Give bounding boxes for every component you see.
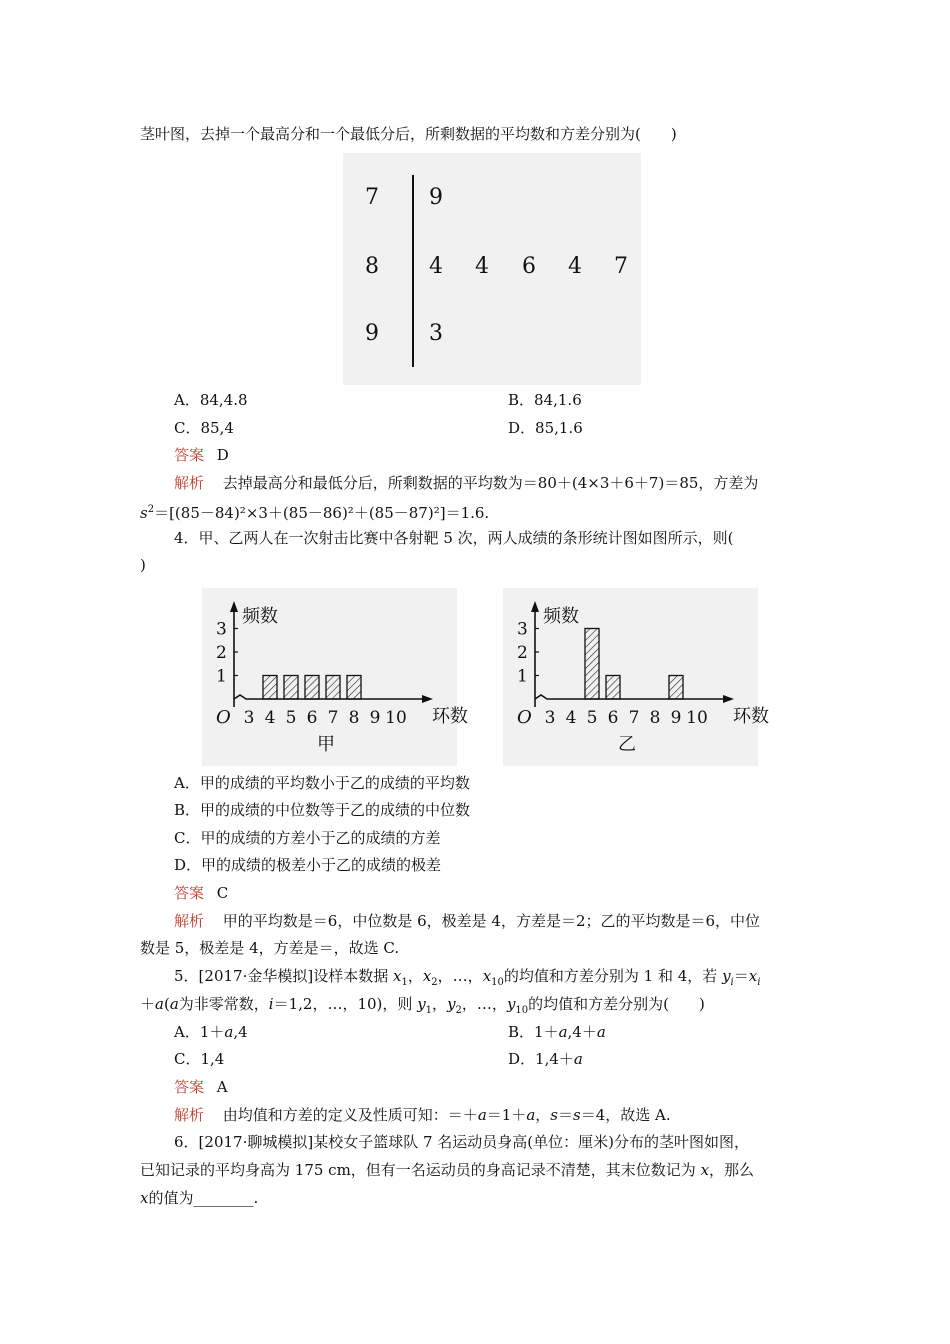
- q6-stem: 6．[2017·聊城模拟]某校女子篮球队 7 名运动员身高(单位：厘米)分布的茎叶图如图，: [174, 1133, 749, 1151]
- stem: 9: [365, 321, 379, 346]
- bar: [606, 676, 620, 700]
- bar: [585, 629, 599, 700]
- x-axis-label: 环数: [733, 706, 769, 727]
- q4-option-d: D．甲的成绩的极差小于乙的成绩的极差: [174, 856, 442, 874]
- bar: [669, 676, 683, 700]
- bar: [284, 676, 298, 700]
- x-tick-label: 9: [369, 708, 381, 728]
- y-axis-label: 频数: [242, 606, 278, 627]
- stem-divider: [412, 175, 414, 367]
- q4-option-b: B．甲的成绩的中位数等于乙的成绩的中位数: [174, 801, 471, 819]
- stem-leaf-plot: [343, 153, 641, 385]
- q3-intro: 茎叶图，去掉一个最高分和一个最低分后，所剩数据的平均数和方差分别为( ): [140, 125, 677, 143]
- q4-analysis: [174, 911, 760, 931]
- q3-option-a: A．84,4.8: [174, 391, 248, 409]
- origin-label: O: [216, 707, 231, 728]
- q3-option-c: C．85,4: [174, 419, 234, 437]
- answer-value: C: [216, 884, 229, 902]
- q5-option-a: A．1＋a,4: [174, 1023, 248, 1041]
- x-tick-label: 5: [285, 708, 297, 728]
- y-axis-arrow: [230, 601, 238, 612]
- x-tick-label: 9: [670, 708, 682, 728]
- q6-stem-cont: 已知记录的平均身高为 175 cm，但有一名运动员的身高记录不清楚，其末位数记为 x，那么: [140, 1161, 755, 1179]
- leaf: 6: [522, 254, 536, 279]
- bar-chart-yi: [503, 588, 769, 766]
- leaf: 3: [429, 321, 443, 346]
- y-tick-label: 1: [517, 666, 528, 687]
- x-tick-label: 10: [686, 708, 708, 728]
- y-axis-arrow: [531, 601, 539, 612]
- q5-option-c: C．1,4: [174, 1050, 225, 1068]
- stem: 7: [365, 185, 379, 210]
- answer-value: D: [216, 446, 229, 464]
- x-axis: [535, 695, 725, 699]
- bar: [305, 676, 319, 700]
- x-tick-label: 3: [544, 708, 556, 728]
- x-axis-arrow: [723, 695, 734, 703]
- y-tick-label: 2: [517, 643, 528, 663]
- x-tick-label: 6: [306, 708, 318, 728]
- q5-answer: [174, 1077, 228, 1097]
- analysis-label: 解析: [174, 1106, 205, 1124]
- analysis-label: 解析: [174, 474, 205, 492]
- q3-option-b: B．84,1.6: [508, 391, 582, 409]
- analysis-text: 甲的平均数是＝6，中位数是 6，极差是 4，方差是＝2；乙的平均数是＝6，中位: [222, 912, 761, 930]
- q3-analysis: [174, 473, 758, 493]
- q5-option-d: D．1,4＋a: [508, 1050, 583, 1068]
- leaf: 4: [568, 254, 582, 279]
- analysis-text: 去掉最高分和最低分后，所剩数据的平均数为＝80＋(4×3＋6＋7)＝85，方差为: [222, 474, 759, 492]
- leaf: 7: [614, 254, 628, 279]
- q5-stem: 5．[2017·金华模拟]设样本数据 $x_1$，$x_2$，…，$x_{10}$的均值和方差分别为 1 和 4，若 $y_i=x_i$: [174, 967, 761, 988]
- q5-option-b: B．1＋a,4＋a: [508, 1023, 606, 1041]
- bar-chart-yi-svg: [503, 588, 778, 766]
- answer-label: 答案: [174, 1078, 205, 1096]
- analysis-text: 由均值和方差的定义及性质可知：＝＋a＝1＋a，s＝s＝4，故选 A.: [222, 1106, 671, 1124]
- q3-answer: [174, 445, 229, 465]
- chart-title: 乙: [618, 734, 636, 755]
- x-tick-label: 3: [243, 708, 255, 728]
- y-tick-label: 3: [216, 619, 227, 640]
- x-tick-label: 8: [649, 708, 661, 728]
- answer-label: 答案: [174, 446, 205, 464]
- bar: [347, 676, 361, 700]
- y-tick-label: 2: [216, 643, 227, 663]
- y-tick-label: 1: [216, 666, 227, 687]
- x-tick-label: 8: [348, 708, 360, 728]
- bar-chart-jia: [202, 588, 468, 766]
- leaf: 4: [429, 254, 443, 279]
- leaf: 9: [429, 185, 443, 210]
- x-tick-label: 7: [628, 708, 640, 728]
- x-tick-label: 4: [264, 708, 276, 728]
- q4-stem-cont: ): [140, 556, 146, 574]
- q3-option-d: D．85,1.6: [508, 419, 583, 437]
- x-tick-label: 6: [607, 708, 619, 728]
- bar: [263, 676, 277, 700]
- q5-stem-cont: ＋a(a为非零常数，i＝1,2，…，10)，则 $y_1$，$y_2$，…，$y_{10}$的均值和方差分别为( ): [140, 995, 705, 1016]
- chart-title: 甲: [317, 734, 335, 755]
- q4-answer: [174, 883, 228, 903]
- x-tick-label: 5: [586, 708, 598, 728]
- q5-analysis: [174, 1105, 671, 1125]
- leaf: 4: [475, 254, 489, 279]
- q4-stem: 4．甲、乙两人在一次射击比赛中各射靶 5 次，两人成绩的条形统计图如图所示，则(: [174, 529, 734, 547]
- y-tick-label: 3: [517, 619, 528, 640]
- x-tick-label: 10: [385, 708, 407, 728]
- answer-value: A: [216, 1078, 228, 1096]
- x-tick-label: 4: [565, 708, 577, 728]
- q4-option-c: C．甲的成绩的方差小于乙的成绩的方差: [174, 829, 441, 847]
- bar-chart-jia-svg: [202, 588, 468, 766]
- bar: [326, 676, 340, 700]
- x-tick-label: 7: [327, 708, 339, 728]
- q4-analysis-line2: 数是 5，极差是 4，方差是＝，故选 C.: [140, 939, 400, 957]
- x-axis-arrow: [422, 695, 433, 703]
- origin-label: O: [517, 707, 532, 728]
- stem: 8: [365, 254, 379, 279]
- q6-stem-blank: x的值为________.: [140, 1189, 259, 1207]
- q3-analysis-line2: $s^2=[(85-84)^2\times 3+(85-86)^2+(85-87)^2]=1.6$.: [140, 504, 490, 522]
- q4-option-a: A．甲的成绩的平均数小于乙的成绩的平均数: [174, 774, 470, 792]
- answer-label: 答案: [174, 884, 205, 902]
- x-axis-label: 环数: [432, 706, 468, 727]
- y-axis-label: 频数: [543, 606, 579, 627]
- analysis-label: 解析: [174, 912, 205, 930]
